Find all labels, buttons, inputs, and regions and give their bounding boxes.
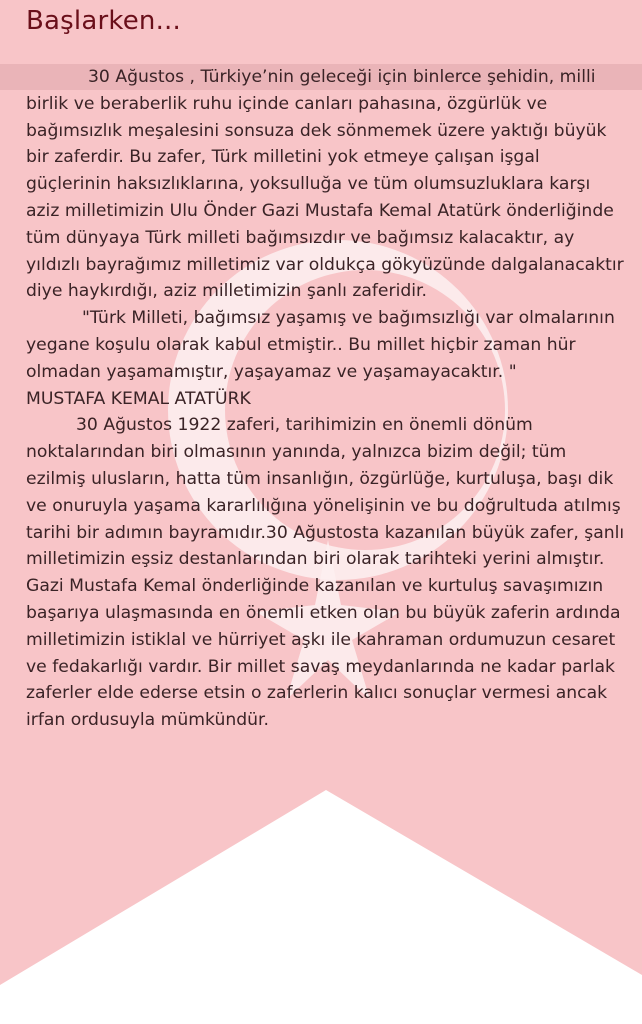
paragraph-victory: 30 Ağustos 1922 zaferi, tarihimizin en önemli dönüm noktalarından biri olmasının yanında, yalnızca bizim değil; tüm ezilmiş ulusların, hatta tüm insanlığın, özgürlüğe, kurtuluşa, başı dik ve onuruyla yaşama kararlılığına yönelişinin ve bu doğrultuda atılmış tarihi bir adımın bayramıdır.30 Ağustosta kazanılan büyük zafer, şanlı milletimizin eşsiz destanlarından biri olarak tarihteki yerini almıştır. Gazi Mustafa Kemal önderliğinde kazanılan ve kurtuluş savaşımızın başarıya ulaşmasında en önemli etken olan bu büyük zaferin ardında milletimizin istiklal ve hürriyet aşkı ile kahraman ordumuzun cesaret ve fedakarlığı vardır. Bir millet savaş meydanlarında ne kadar parlak zaferler elde ederse etsin o zaferlerin kalıcı sonuçlar vermesi ancak irfan ordusuyla mümkündür. (26, 415, 625, 731)
quote-author: MUSTAFA KEMAL ATATÜRK (26, 388, 251, 409)
quote-text: "Türk Milleti, bağımsız yaşamış ve bağımsızlığı var olmalarının yegane koşulu olarak kabul etmiştir.. Bu millet hiçbir zaman hür olmadan yaşamamıştır, yaşayamaz ve yaşamayacaktır. " (26, 308, 615, 382)
paragraph-intro: 30 Ağustos , Türkiye’nin geleceği için binlerce şehidin, milli birlik ve beraberlik ruhu içinde canları pahasına, özgürlük ve bağımsızlık meşalesini sonsuza dek sönmemek üzere yaktığı büyük bir zaferdir. Bu zafer, Türk milletini yok etmeye çalışan işgal güçlerinin haksızlıklarına, yoksulluğa ve tüm olumsuzluklara karşı aziz milletimizin Ulu Önder Gazi Mustafa Kemal Atatürk önderliğinde tüm dünyaya Türk milleti bağımsızdır ve bağımsız kalacaktır, ay yıldızlı bayrağımız milletimiz var oldukça gökyüzünde dalgalanacaktır diye haykırdığı, aziz milletimizin şanlı zaferidir. (26, 67, 624, 302)
document-body (26, 64, 626, 734)
page-title: Başlarken... (26, 6, 181, 36)
